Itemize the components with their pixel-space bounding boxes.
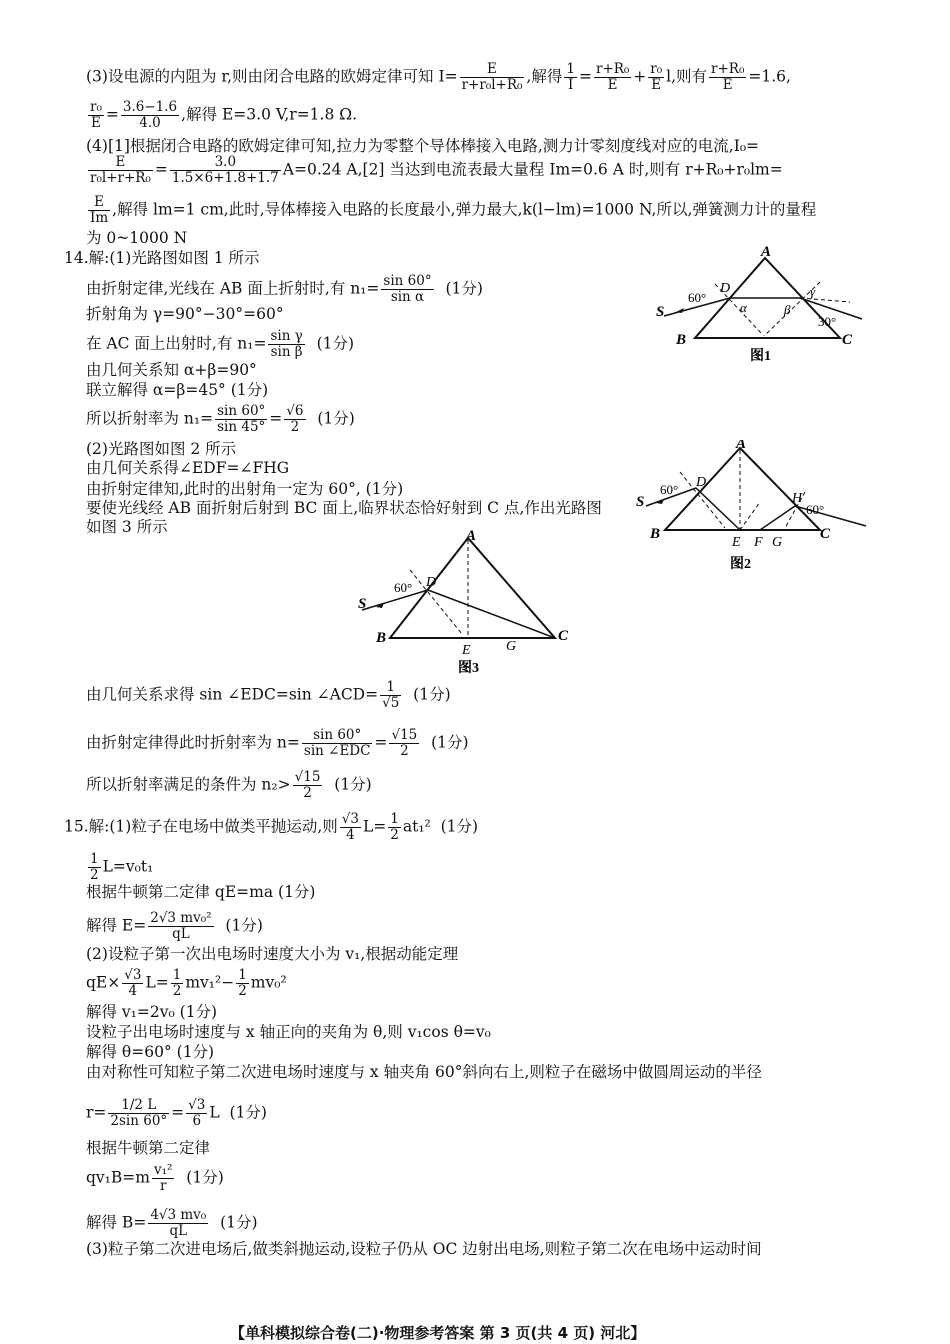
fraction: $\frac{√3}{6}$ xyxy=(188,1097,206,1129)
point-F: F xyxy=(754,535,763,550)
q14-heading: 14.解:(1)光路图如图 1 所示 xyxy=(64,249,260,267)
q14-part2-line2: 由折射定律知,此时的出射角一定为 60°, (1分) xyxy=(86,480,404,498)
q13-part4-line4: 为 0~1000 N xyxy=(86,229,188,247)
q15-part2-line6: r= $\frac{1/2 L}{2\sin 60^\circ}$ = $\frac{√3}{6}$ L (1分) xyxy=(86,1097,267,1129)
q13-part4-line2: $\frac{E}{\text{r₀l+r+R₀}}$ = $\frac{3.0}{1.5\times 6+1.8+1.7}$ A=0.24 A,[2] 当达到电流表最大量程 Im=0.6 A 时,则有 r+R₀+r₀lm= xyxy=(90,154,783,186)
q15-part2-line1: qE× $\frac{√3}{4}$ L= $\frac{1}{2}$ mv₁²− $\frac{1}{2}$ mv₀² xyxy=(86,967,287,999)
q13-part4-line3: $\frac{E}{Im}$ ,解得 lm=1 cm,此时,导体棒接入电路的长度最小,弹力最大,k(l−lm)=1000 N,所以,弹簧测力计的量程 xyxy=(90,194,817,226)
q14-part2-line4: 如图 3 所示 xyxy=(86,518,168,536)
point-E: E xyxy=(732,535,741,550)
q14-part2-heading: (2)光路图如图 2 所示 xyxy=(86,440,237,458)
q14-part2-line1: 由几何关系得∠EDF=∠FHG xyxy=(86,459,290,477)
vertex-B: B xyxy=(676,332,687,348)
angle-60-b: 60° xyxy=(806,502,825,517)
fraction: $\frac{1}{2}$ xyxy=(390,811,399,843)
angle-60: 60° xyxy=(394,580,413,595)
fraction: $\frac{√15}{2}$ xyxy=(294,769,321,801)
fraction: $\frac{√3}{4}$ xyxy=(124,967,142,999)
fraction: $\frac{1}{2}$ xyxy=(90,851,99,883)
figure-1 xyxy=(650,244,870,369)
fraction: $\frac{√3}{4}$ xyxy=(341,811,359,843)
vertex-A: A xyxy=(466,530,477,544)
q15-part2-line5: 由对称性可知粒子第二次进电场时速度与 x 轴夹角 60°斜向右上,则粒子在磁场中做圆周运动的半径 xyxy=(86,1063,762,1081)
q13-part3-line1: (3)设电源的内阻为 r,则由闭合电路的欧姆定律可知 I= $\frac{E}{\text{r+r₀l+R₀}}$ ,解得 $\frac{1}{I}$ = $\frac{\text{r+R₀}}{E}$ + $\frac{\text{r₀}}{E}$ l,则有 $\frac{\text{r+R₀}}{E}$ =1.6, xyxy=(86,61,791,93)
fraction: $\frac{√15}{2}$ xyxy=(391,727,418,759)
q15-line1: $\frac{1}{2}$ L=v₀t₁ xyxy=(90,851,154,883)
q15-part2-line7: 根据牛顿第二定律 xyxy=(86,1139,211,1157)
fraction: $\frac{E}{\text{r₀l+r+R₀}}$ xyxy=(90,154,151,186)
point-D: D xyxy=(720,281,731,296)
ray-S: S xyxy=(358,596,367,612)
q15-part2-line3: 设粒子出电场时速度与 x 轴正向的夹角为 θ,则 v₁cos θ=v₀ xyxy=(86,1023,491,1041)
angle-60-a: 60° xyxy=(660,482,679,497)
figure-2-caption: 图2 xyxy=(730,557,751,572)
fraction: $\frac{\text{r+R₀}}{E}$ xyxy=(711,61,745,93)
q14-line2: 折射角为 γ=90°−30°=60° xyxy=(86,305,284,323)
q13-part4-line1: (4)[1]根据闭合电路的欧姆定律可知,拉力为零整个导体棒接入电路,测力计零刻度线对应的电流,I₀= xyxy=(86,137,760,155)
figure-2 xyxy=(630,440,870,575)
q13-part3-line2: $\frac{\text{r₀}}{E}$ = $\frac{3.6-1.6}{4.0}$ ,解得 E=3.0 V,r=1.8 Ω. xyxy=(90,99,358,131)
q14-part2-line7: 所以折射率满足的条件为 n₂> $\frac{√15}{2}$ (1分) xyxy=(86,769,372,801)
point-D: D xyxy=(426,575,437,590)
figure-1-diagram xyxy=(650,244,870,369)
fraction: $\frac{1}{2}$ xyxy=(238,967,247,999)
q15-part2-line9: 解得 B= $\frac{\text{4√3 mv₀}}{qL}$ (1分) xyxy=(86,1207,258,1239)
figure-1-caption: 图1 xyxy=(750,349,771,364)
figure-3-diagram xyxy=(350,530,590,678)
fraction: $\frac{\sin 60^\circ}{\sin 45^\circ}$ xyxy=(217,403,266,435)
figure-2-diagram xyxy=(630,440,870,575)
fraction: $\frac{\text{r₀}}{E}$ xyxy=(650,61,663,93)
page-footer: 【单科模拟综合卷(二)·物理参考答案 第 3 页(共 4 页) 河北】 xyxy=(230,1324,646,1342)
vertex-B: B xyxy=(376,630,387,646)
q15-part2-line8: qv₁B=m $\frac{\text{v₁²}}{r}$ (1分) xyxy=(86,1162,224,1194)
fraction: $\frac{√6}{2}$ xyxy=(286,403,304,435)
angle-60: 60° xyxy=(688,290,707,305)
vertex-A: A xyxy=(736,440,747,452)
point-G: G xyxy=(772,535,783,550)
angle-gamma: γ xyxy=(810,284,816,299)
fraction: $\frac{3.0}{1.5\times 6+1.8+1.7}$ xyxy=(171,154,279,186)
text: (3)设电源的内阻为 r,则由闭合电路的欧姆定律可知 I= xyxy=(86,67,458,86)
fraction: $\frac{1}{I}$ xyxy=(566,61,575,93)
fraction: $\frac{\sin 60^\circ}{\text{sin ∠EDC}}$ xyxy=(303,727,371,759)
point-H: H xyxy=(792,491,803,506)
vertex-C: C xyxy=(842,332,853,348)
q14-line5: 联立解得 α=β=45° (1分) xyxy=(86,381,269,399)
fraction: $\frac{\sin 60^\circ}{\text{sin α}}$ xyxy=(383,273,432,305)
fraction: $\frac{\text{v₁²}}{r}$ xyxy=(153,1162,173,1194)
q14-part2-line5: 由几何关系求得 sin ∠EDC=sin ∠ACD= $\frac{1}{√5}$ (1分) xyxy=(86,679,451,711)
fraction: $\frac{\text{sin γ}}{\text{sin β}}$ xyxy=(270,328,303,360)
fraction: $\frac{3.6-1.6}{4.0}$ xyxy=(122,99,178,131)
q14-part2-line3: 要使光线经 AB 面折射后射到 BC 面上,临界状态恰好射到 C 点,作出光路图 xyxy=(86,499,602,517)
fraction: $\frac{\text{2√3 mv₀²}}{qL}$ xyxy=(150,910,212,942)
q15-part3: (3)粒子第二次进电场后,做类斜抛运动,设粒子仍从 OC 边射出电场,则粒子第二次在电场中运动时间 xyxy=(86,1240,762,1258)
figure-3-caption: 图3 xyxy=(458,661,479,676)
q14-part2-line6: 由折射定律得此时折射率为 n= $\frac{\sin 60^\circ}{\text{sin ∠EDC}}$ = $\frac{√15}{2}$ (1分) xyxy=(86,727,469,759)
point-E: E xyxy=(462,643,471,658)
vertex-B: B xyxy=(650,526,661,542)
q15-heading: 15.解:(1)粒子在电场中做类平抛运动,则 $\frac{√3}{4}$ L= $\frac{1}{2}$ at₁² (1分) xyxy=(64,811,479,843)
angle-30: 30° xyxy=(818,314,837,329)
fraction: $\frac{E}{\text{r+r₀l+R₀}}$ xyxy=(461,61,523,93)
q15-part2-line4: 解得 θ=60° (1分) xyxy=(86,1043,215,1061)
angle-alpha: α xyxy=(740,300,747,315)
fraction: $\frac{1}{√5}$ xyxy=(382,679,400,711)
fraction: $\frac{\text{4√3 mv₀}}{qL}$ xyxy=(150,1207,207,1239)
fraction: $\frac{\text{r₀}}{E}$ xyxy=(90,99,102,131)
fraction: $\frac{\text{r+R₀}}{E}$ xyxy=(595,61,630,93)
q15-line3: 解得 E= $\frac{\text{2√3 mv₀²}}{qL}$ (1分) xyxy=(86,910,263,942)
vertex-A: A xyxy=(761,244,772,260)
q14-line6: 所以折射率为 n₁= $\frac{\sin 60^\circ}{\sin 45^\circ}$ = $\frac{√6}{2}$ (1分) xyxy=(86,403,355,435)
q15-part2-line2: 解得 v₁=2v₀ (1分) xyxy=(86,1003,218,1021)
vertex-C: C xyxy=(558,628,569,644)
fraction: $\frac{1/2 L}{2\sin 60^\circ}$ xyxy=(110,1097,168,1129)
figure-3 xyxy=(350,530,590,678)
q14-line3: 在 AC 面上出射时,有 n₁= $\frac{\text{sin γ}}{\text{sin β}}$ (1分) xyxy=(86,328,355,360)
q14-line4: 由几何关系知 α+β=90° xyxy=(86,361,257,379)
point-D: D xyxy=(696,475,707,490)
ray-S: S xyxy=(656,304,665,320)
point-G: G xyxy=(506,639,517,654)
fraction: $\frac{E}{Im}$ xyxy=(90,194,109,226)
vertex-C: C xyxy=(820,526,831,542)
q15-part2-heading: (2)设粒子第一次出电场时速度大小为 v₁,根据动能定理 xyxy=(86,945,459,963)
q15-line2: 根据牛顿第二定律 qE=ma (1分) xyxy=(86,883,316,901)
q14-line1: 由折射定律,光线在 AB 面上折射时,有 n₁= $\frac{\sin 60^\circ}{\text{sin α}}$ (1分) xyxy=(86,273,483,305)
angle-beta: β xyxy=(784,302,791,317)
fraction: $\frac{1}{2}$ xyxy=(172,967,182,999)
ray-S: S xyxy=(636,494,645,510)
